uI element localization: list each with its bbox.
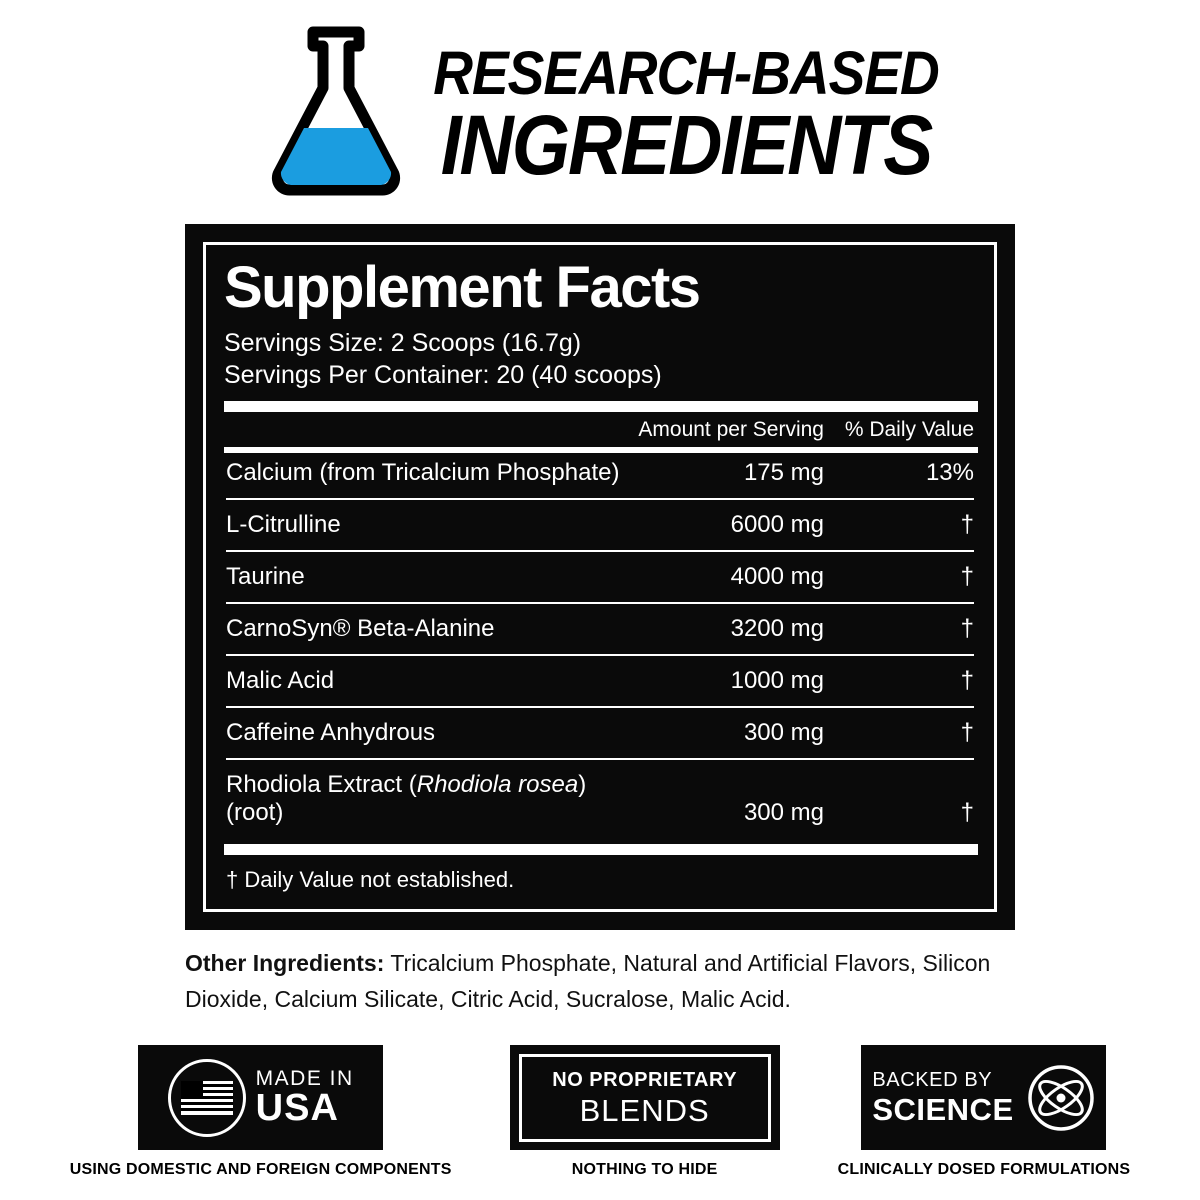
table-header-row bbox=[220, 412, 980, 447]
badge-made-in-usa bbox=[70, 1045, 452, 1180]
col-header-name bbox=[220, 412, 629, 447]
row-daily-value: † bbox=[960, 667, 974, 694]
atom-icon bbox=[1026, 1063, 1096, 1133]
badge-usa-caption: USING DOMESTIC AND FOREIGN COMPONENTS bbox=[69, 1161, 452, 1179]
badge-blends-line1: NO PROPRIETARY bbox=[552, 1068, 738, 1091]
row-separator bbox=[220, 596, 980, 609]
other-ingredients-text: Tricalcium Phosphate, Natural and Artificial Flavors, Silicon Dioxide, Calcium Silicate, Citric Acid, Sucralose, Malic Acid. bbox=[185, 950, 991, 1012]
row-name: CarnoSyn® Beta-Alanine bbox=[226, 615, 495, 642]
row-daily-value: † bbox=[960, 511, 974, 538]
badge-backed-by-science bbox=[838, 1045, 1131, 1180]
badge-usa-line1: MADE IN bbox=[255, 1067, 354, 1091]
table-row bbox=[220, 505, 980, 544]
badge-science-line2: SCIENCE bbox=[872, 1091, 1014, 1127]
row-separator bbox=[220, 700, 980, 713]
flask-icon bbox=[261, 22, 411, 202]
table-row bbox=[220, 661, 980, 700]
serving-size: Servings Size: 2 Scoops (16.7g) bbox=[224, 329, 582, 357]
other-ingredients-label: Other Ingredients: bbox=[185, 950, 385, 976]
row-separator bbox=[220, 492, 980, 505]
row-amount: 6000 mg bbox=[730, 511, 824, 538]
servings-per-container: Servings Per Container: 20 (40 scoops) bbox=[224, 361, 662, 389]
row-name: L-Citrulline bbox=[226, 511, 341, 538]
row-separator bbox=[220, 648, 980, 661]
row-separator bbox=[220, 752, 980, 765]
badge-row bbox=[0, 1045, 1200, 1180]
row-amount: 3200 mg bbox=[730, 615, 824, 642]
badge-blends-line2: BLENDS bbox=[579, 1092, 710, 1128]
row-amount: 4000 mg bbox=[730, 563, 824, 590]
other-ingredients bbox=[185, 946, 1015, 1017]
row-daily-value: † bbox=[960, 563, 974, 590]
badge-no-proprietary-blends bbox=[510, 1045, 780, 1180]
daily-value-footnote: † Daily Value not established. bbox=[226, 867, 515, 892]
badge-science-line1: BACKED BY bbox=[872, 1068, 993, 1091]
divider-thick-top bbox=[224, 401, 978, 412]
row-amount: 300 mg bbox=[743, 719, 824, 746]
row-daily-value: 13% bbox=[925, 459, 974, 486]
row-name: Calcium (from Tricalcium Phosphate) bbox=[226, 459, 620, 486]
table-row bbox=[220, 453, 980, 492]
divider-thick-bottom bbox=[224, 844, 978, 855]
row-daily-value: † bbox=[960, 615, 974, 642]
header-line-2: INGREDIENTS bbox=[440, 97, 932, 192]
table-row bbox=[220, 765, 980, 832]
table-row bbox=[220, 713, 980, 752]
header-text bbox=[433, 38, 939, 192]
supplement-facts-table bbox=[220, 412, 980, 447]
badge-blends-caption: NOTHING TO HIDE bbox=[571, 1161, 718, 1179]
row-daily-value: † bbox=[960, 719, 974, 746]
supplement-facts-rows bbox=[220, 453, 980, 832]
badge-usa-line2: USA bbox=[255, 1087, 339, 1130]
row-name: Taurine bbox=[226, 563, 305, 590]
col-header-daily-value: % Daily Value bbox=[844, 418, 974, 441]
row-amount: 1000 mg bbox=[730, 667, 824, 694]
row-name: Malic Acid bbox=[226, 667, 335, 694]
row-daily-value: † bbox=[960, 799, 974, 826]
header-line-1: RESEARCH-BASED bbox=[433, 38, 939, 108]
table-row bbox=[220, 557, 980, 596]
row-amount: 175 mg bbox=[743, 459, 824, 486]
supplement-facts-title: Supplement Facts bbox=[224, 255, 700, 320]
col-header-amount: Amount per Serving bbox=[638, 418, 824, 441]
table-row bbox=[220, 609, 980, 648]
row-amount: 300 mg bbox=[743, 799, 824, 826]
row-name: Rhodiola Extract (Rhodiola rosea) (root) bbox=[226, 771, 587, 826]
usa-flag-icon bbox=[168, 1059, 246, 1137]
row-separator bbox=[220, 544, 980, 557]
header-banner bbox=[0, 0, 1200, 202]
row-name: Caffeine Anhydrous bbox=[226, 719, 436, 746]
supplement-facts-panel bbox=[185, 224, 1015, 930]
badge-science-caption: CLINICALLY DOSED FORMULATIONS bbox=[837, 1161, 1131, 1179]
